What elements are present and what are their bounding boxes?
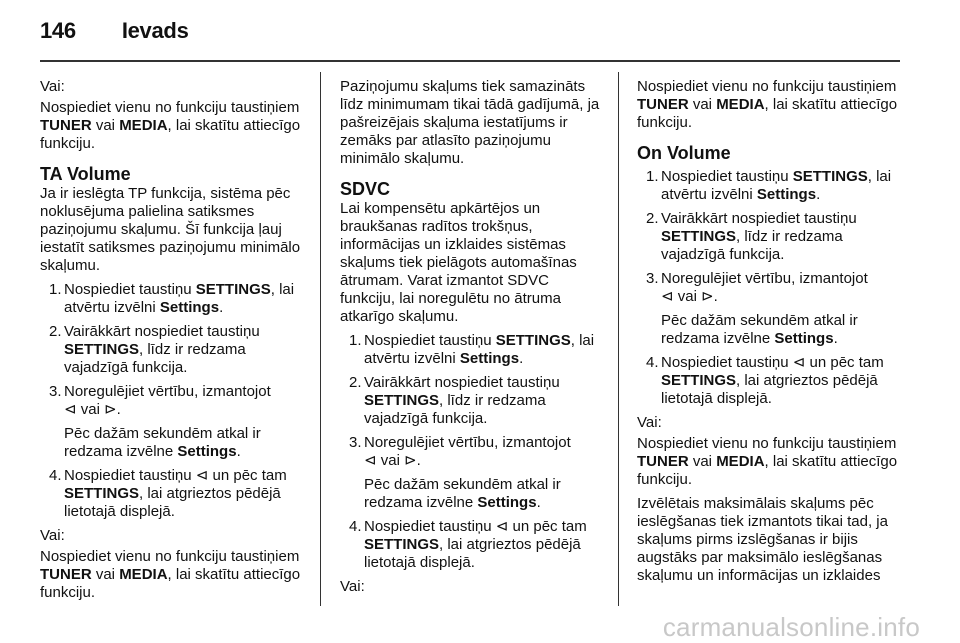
page-header <box>40 18 189 52</box>
vai-label: Vai: <box>340 578 365 595</box>
header-rule <box>40 60 900 62</box>
paragraph-function-keys: Nospiediet vienu no funkciju taustiņiem TUNER vai MEDIA, lai skatītu attiecīgo funkciju. <box>637 78 898 131</box>
step-2: 2. Vairākkārt nospiediet taustiņu SETTINGS, līdz ir redzama vajadzīgā funkcija. <box>49 323 260 376</box>
column-2 <box>340 78 602 602</box>
left-arrow-icon: ⊲ <box>661 288 674 305</box>
heading-sdvc: SDVC <box>340 179 391 199</box>
paragraph-function-keys: Nospiediet vienu no funkciju taustiņiem TUNER vai MEDIA, lai skatītu attiecīgo funkciju. <box>40 99 301 152</box>
watermark-text: carmanualsonline.info <box>662 612 920 642</box>
left-arrow-icon: ⊲ <box>64 401 77 418</box>
page-number: 146 <box>40 18 76 43</box>
left-arrow-icon: ⊲ <box>495 518 509 535</box>
section-title: Ievads <box>121 18 189 43</box>
vai-label: Vai: <box>40 527 65 544</box>
column-divider-1 <box>320 72 321 606</box>
right-arrow-icon: ⊳ <box>404 452 417 469</box>
steps-list <box>40 281 302 521</box>
step-4: 4. Nospiediet taustiņu ⊲ un pēc tam SETTINGS, lai atgrieztos pēdējā lietotajā displejā. <box>49 467 287 520</box>
right-arrow-icon: ⊳ <box>701 288 714 305</box>
step-2: 2. Vairākkārt nospiediet taustiņu SETTINGS, līdz ir redzama vajadzīgā funkcija. <box>646 210 857 263</box>
vai-label: Vai: <box>637 414 662 431</box>
left-arrow-icon: ⊲ <box>792 354 806 371</box>
paragraph-announcement-volume: Paziņojumu skaļums tiek samazināts līdz minimumam tikai tādā gadījumā, ja pašreizējais skaļuma iestatījums ir zemāks par atlasīto paziņojumu minimālo skaļumu. <box>340 78 600 167</box>
paragraph-function-keys: Nospiediet vienu no funkciju taustiņiem TUNER vai MEDIA, lai skatītu attiecīgo funkciju. <box>40 548 301 601</box>
step-1: 1. Nospiediet taustiņu SETTINGS, lai atvērtu izvēlni Settings. <box>349 332 595 367</box>
left-arrow-icon: ⊲ <box>195 467 209 484</box>
column-divider-2 <box>618 72 619 606</box>
step-1: 1. Nospiediet taustiņu SETTINGS, lai atvērtu izvēlni Settings. <box>49 281 295 316</box>
vai-label: Vai: <box>40 78 65 95</box>
paragraph-ta-volume: Ja ir ieslēgta TP funkcija, sistēma pēc noklusējuma palielina satiksmes paziņojumu skaļumu. Šī funkcija ļauj iestatīt satiksmes paziņojumu minimālo skaļumu. <box>40 185 301 274</box>
column-3 <box>637 78 899 591</box>
steps-list <box>637 168 899 408</box>
step-3: 3. Noregulējiet vērtību, izmantojot ⊲ vai ⊳. Pēc dažām sekundēm atkal ir redzama izvēlne Settings. <box>349 434 571 511</box>
paragraph-function-keys: Nospiediet vienu no funkciju taustiņiem TUNER vai MEDIA, lai skatītu attiecīgo funkciju. <box>637 435 898 488</box>
steps-list <box>340 332 602 572</box>
step-3: 3. Noregulējiet vērtību, izmantojot ⊲ vai ⊳. Pēc dažām sekundēm atkal ir redzama izvēlne Settings. <box>646 270 868 347</box>
heading-on-volume: On Volume <box>637 143 731 163</box>
step-3: 3. Noregulējiet vērtību, izmantojot ⊲ vai ⊳. Pēc dažām sekundēm atkal ir redzama izvēlne Settings. <box>49 383 271 460</box>
right-arrow-icon: ⊳ <box>104 401 117 418</box>
step-4: 4. Nospiediet taustiņu ⊲ un pēc tam SETTINGS, lai atgrieztos pēdējā lietotajā displejā. <box>349 518 587 571</box>
heading-ta-volume: TA Volume <box>40 164 131 184</box>
step-1: 1. Nospiediet taustiņu SETTINGS, lai atvērtu izvēlni Settings. <box>646 168 892 203</box>
paragraph-max-volume: Izvēlētais maksimālais skaļums pēc ieslēgšanas tiek izmantots tikai tad, ja skaļums pirms izslēgšanas ir bijis augstāks par maksimālo ieslēgšanas skaļumu un informācijas un izklaides <box>637 495 888 584</box>
step-4: 4. Nospiediet taustiņu ⊲ un pēc tam SETTINGS, lai atgrieztos pēdējā lietotajā displejā. <box>646 354 884 407</box>
paragraph-sdvc: Lai kompensētu apkārtējos un braukšanas radītos trokšņus, informācijas un izklaides sistēmas skaļums tiek pielāgots automašīnas ātrumam. Varat izmantot SDVC funkciju, lai noregulētu no ātruma atkarīgo skaļumu. <box>340 200 577 325</box>
step-2: 2. Vairākkārt nospiediet taustiņu SETTINGS, līdz ir redzama vajadzīgā funkcija. <box>349 374 560 427</box>
left-arrow-icon: ⊲ <box>364 452 377 469</box>
column-1 <box>40 78 302 608</box>
